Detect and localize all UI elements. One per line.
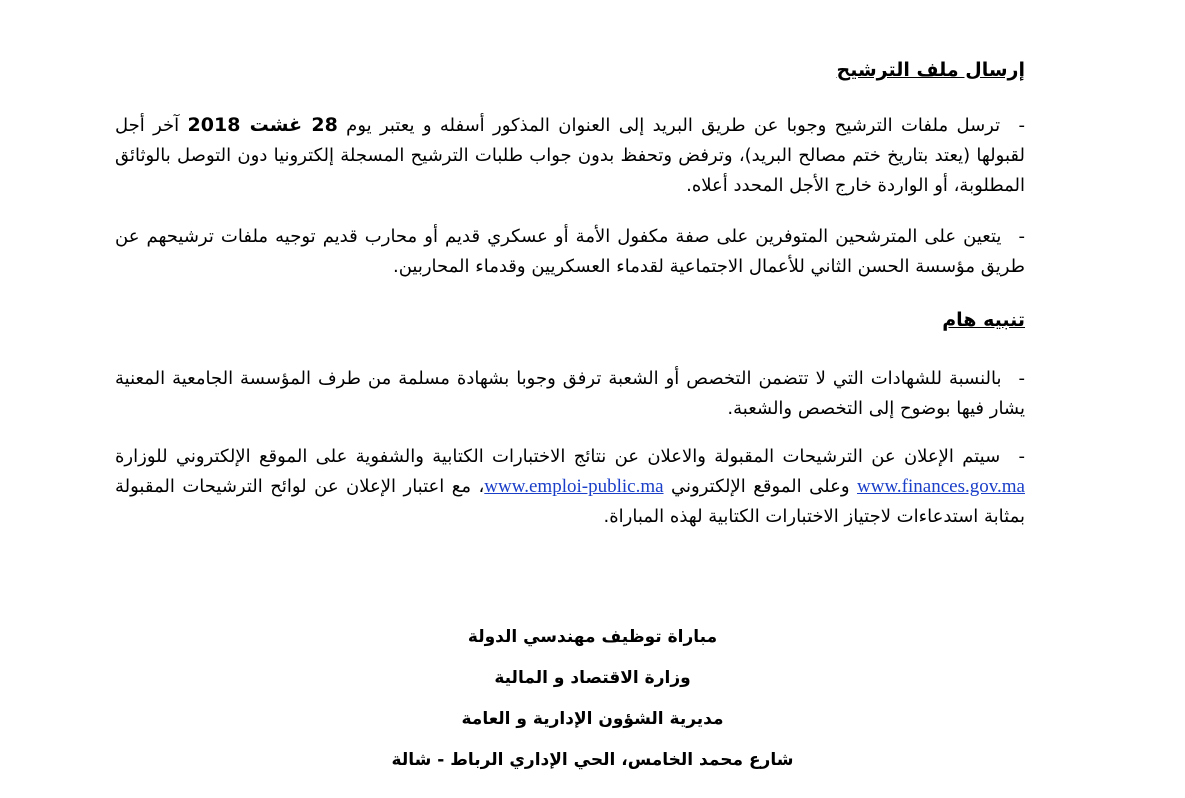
address-street: شارع محمد الخامس، الحي الإداري الرباط - شالة bbox=[391, 750, 794, 770]
results-text-start: سيتم الإعلان عن الترشيحات المقبولة والاعلان عن نتائج الاختبارات الكتابية والشفوية على الموقع الإلكتروني للوزارة bbox=[115, 446, 1001, 467]
bullet-dash: - bbox=[1018, 226, 1025, 247]
address-ministry: وزارة الاقتصاد و المالية bbox=[494, 668, 691, 688]
bullet-dash: - bbox=[1018, 446, 1026, 467]
heading-important-notice: تنبيه هام bbox=[942, 309, 1025, 331]
heading-send-application: إرسال ملف الترشيح bbox=[836, 59, 1025, 81]
deadline-text-start: ترسل ملفات الترشيح وجوبا عن طريق البريد إلى العنوان المذكور أسفله و يعتبر يوم bbox=[346, 115, 1001, 136]
paragraph-certificates-specialty bbox=[115, 364, 1025, 424]
address-directorate: مديرية الشؤون الإدارية و العامة bbox=[461, 709, 724, 729]
link-finances-website[interactable]: www.finances.gov.ma bbox=[857, 476, 1025, 497]
link-emploi-public-website[interactable]: www.emploi-public.ma bbox=[484, 476, 664, 497]
paragraph-submission-deadline bbox=[115, 110, 1025, 201]
deadline-text-end: آخر أجل لقبولها (يعتد بتاريخ ختم مصالح البريد)، وترفض وتحفظ بدون جواب طلبات الترشيح المسجلة إلكترونيا دون التوصل بالوثائق المطلوبة، أو الواردة خارج الأجل المحدد أعلاه. bbox=[115, 115, 1025, 196]
results-text-middle: وعلى الموقع الإلكتروني bbox=[671, 476, 850, 497]
bullet-dash: - bbox=[1018, 115, 1025, 136]
address-competition-title: مباراة توظيف مهندسي الدولة bbox=[467, 627, 718, 647]
paragraph-veterans-foundation bbox=[115, 222, 1025, 282]
paragraph-results-announcement bbox=[115, 442, 1025, 532]
deadline-date: 28 غشت 2018 bbox=[187, 114, 338, 136]
veterans-text: يتعين على المترشحين المتوفرين على صفة مكفول الأمة أو عسكري قديم أو محارب قديم توجيه ملفات ترشيحهم عن طريق مؤسسة الحسن الثاني للأعمال الاجتماعية لقدماء العسكريين وقدماء المحاربين. bbox=[115, 226, 1025, 277]
certificates-text: بالنسبة للشهادات التي لا تتضمن التخصص أو الشعبة ترفق وجوبا بشهادة مسلمة من طرف المؤسسة الجامعية المعنية يشار فيها بوضوح إلى التخصص والشعبة. bbox=[115, 368, 1025, 419]
results-text-end: ، مع اعتبار الإعلان عن لوائح الترشيحات المقبولة بمثابة استدعاءات لاجتياز الاختبارات الكتابية لهذه المباراة. bbox=[115, 476, 1025, 527]
bullet-dash: - bbox=[1018, 368, 1025, 389]
